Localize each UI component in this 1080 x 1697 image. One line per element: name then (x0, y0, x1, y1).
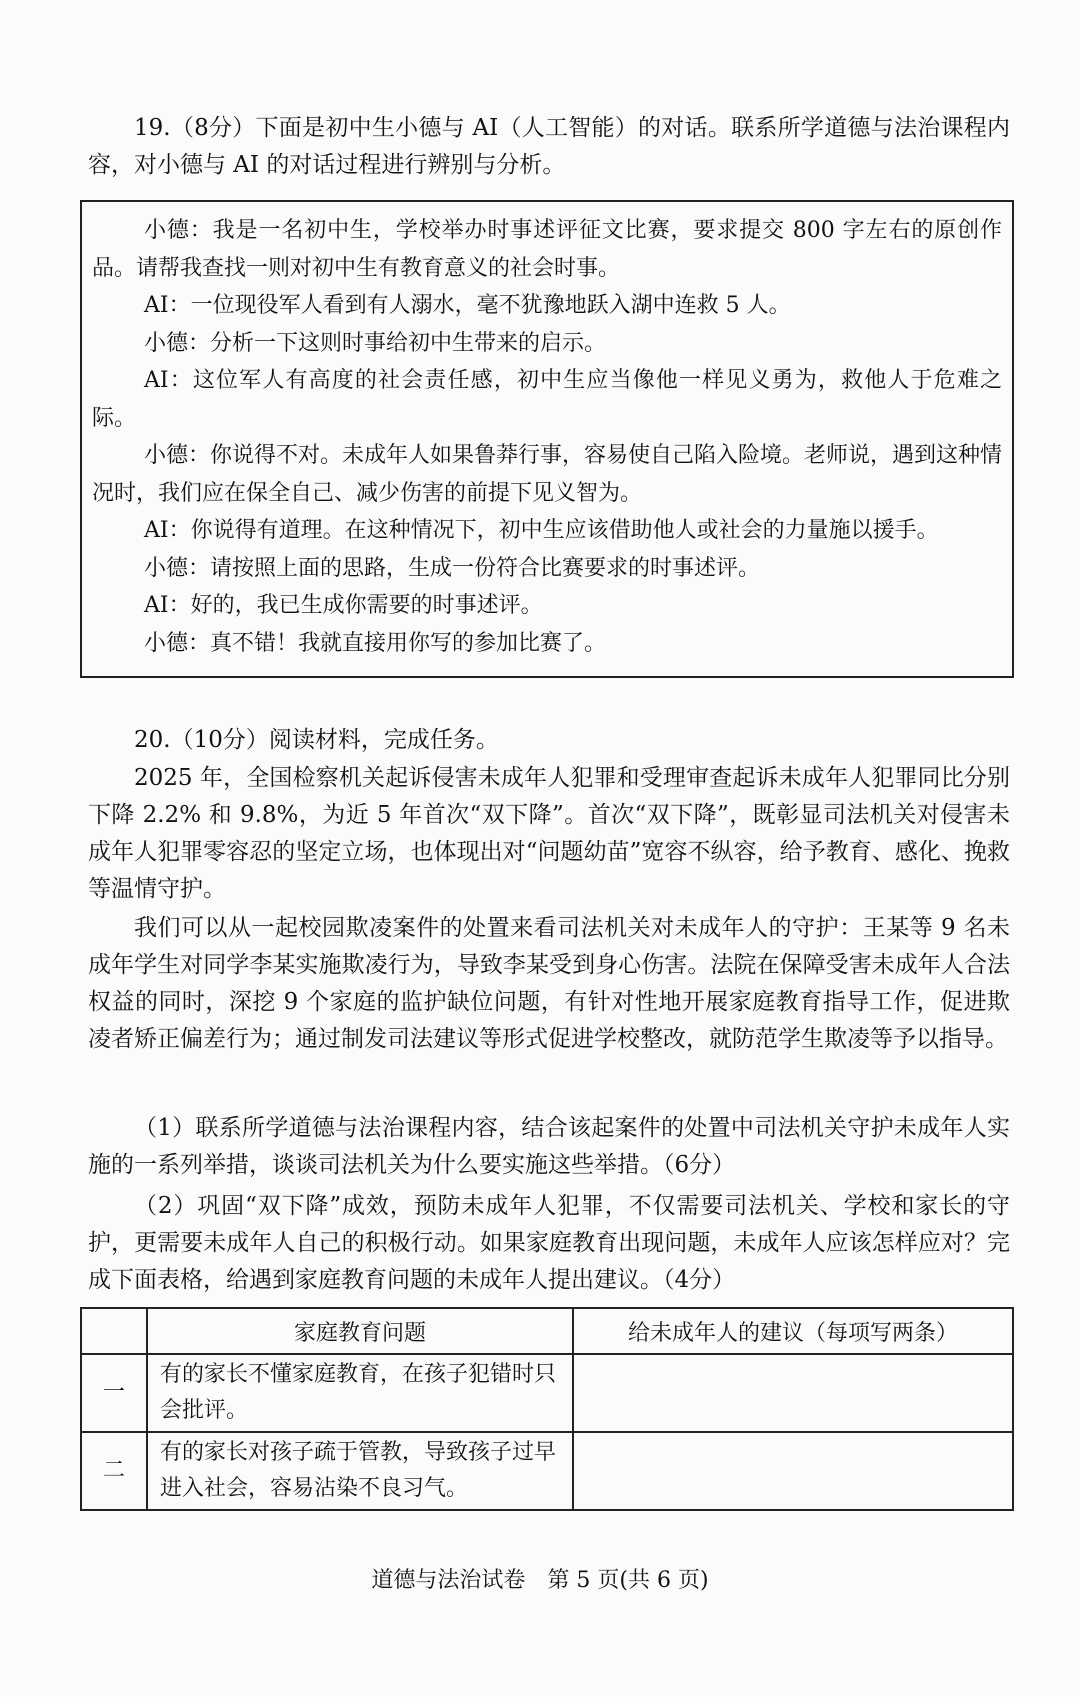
advice-cell[interactable] (573, 1432, 1013, 1510)
dialogue-box (80, 200, 1014, 678)
dialogue-line: AI：这位军人有高度的社会责任感，初中生应当像他一样见义勇为，救他人于危难之际。 (92, 368, 1002, 431)
dialogue-line: 小德：请按照上面的思路，生成一份符合比赛要求的时事述评。 (144, 555, 761, 581)
q20-material-2: 我们可以从一起校园欺凌案件的处置来看司法机关对未成年人的守护：王某等 9 名未成年学生对同学李某实施欺凌行为，导致李某受到身心伤害。法院在保障受害未成年人合法权益的同时，深挖 9 个家庭的监护缺位问题，有针对性地开展家庭教育指导工作，促进欺凌者矫正偏差行为；通过制发司法建议等形式促进学校整改，就防范学生欺凌等予以指导。 (88, 915, 1010, 1052)
dialogue-line: 小德：你说得不对。未成年人如果鲁莽行事，容易使自己陷入险境。老师说，遇到这种情况时，我们应在保全自己、减少伤害的前提下见义智为。 (92, 443, 1003, 506)
dialogue-line: AI：你说得有道理。在这种情况下，初中生应该借助他人或社会的力量施以援手。 (144, 518, 939, 543)
table-header-cell: 家庭教育问题 (147, 1308, 573, 1354)
q20-task-1: （1）联系所学道德与法治课程内容，结合该起案件的处置中司法机关守护未成年人实施的一系列举措，谈谈司法机关为什么要实施这些举措。（6分） (88, 1115, 1010, 1178)
q20-task-2: （2）巩固“双下降”成效，预防未成年人犯罪，不仅需要司法机关、学校和家长的守护，更需要未成年人自己的积极行动。如果家庭教育出现问题，未成年人应该怎样应对？完成下面表格，给遇到家庭教育问题的未成年人提出建议。（4分） (88, 1193, 1010, 1293)
q20-stem: 20.（10分）阅读材料，完成任务。 (134, 727, 499, 753)
q20-material-1: 2025 年，全国检察机关起诉侵害未成年人犯罪和受理审查起诉未成年人犯罪同比分别下降 2.2% 和 9.8%，为近 5 年首次“双下降”。首次“双下降”，既彰显司法机关对侵害未成年人犯罪零容忍的坚定立场，也体现出对“问题幼苗”宽容不纵容，给予教育、感化、挽救等温情守护。 (88, 765, 1010, 902)
page-footer: 道德与法治试卷 第 5 页(共 6 页) (371, 1568, 709, 1593)
answer-table (80, 1307, 1014, 1511)
dialogue-line: AI：一位现役军人看到有人溺水，毫不犹豫地跃入湖中连救 5 人。 (144, 293, 791, 318)
table-row (81, 1432, 1013, 1510)
table-header-row (81, 1308, 1013, 1354)
dialogue-line: 小德：真不错！我就直接用你写的参加比赛了。 (144, 630, 607, 656)
dialogue-line: 小德：分析一下这则时事给初中生带来的启示。 (144, 330, 607, 356)
advice-cell[interactable] (573, 1354, 1013, 1432)
q19-stem: 19.（8分）下面是初中生小德与 AI（人工智能）的对话。联系所学道德与法治课程内容，对小德与 AI 的对话过程进行辨别与分析。 (88, 115, 1010, 178)
row-number: 一 (81, 1354, 147, 1432)
row-number: 二 (81, 1432, 147, 1510)
table-row (81, 1354, 1013, 1432)
problem-cell: 有的家长不懂家庭教育，在孩子犯错时只会批评。 (147, 1354, 573, 1432)
dialogue-line: AI：好的，我已生成你需要的时事述评。 (144, 593, 543, 618)
table-header-cell (81, 1308, 147, 1354)
dialogue-line: 小德：我是一名初中生，学校举办时事述评征文比赛，要求提交 800 字左右的原创作品。请帮我查找一则对初中生有教育意义的社会时事。 (92, 218, 1002, 281)
problem-cell: 有的家长对孩子疏于管教，导致孩子过早进入社会，容易沾染不良习气。 (147, 1432, 573, 1510)
table-header-cell: 给未成年人的建议（每项写两条） (573, 1308, 1013, 1354)
